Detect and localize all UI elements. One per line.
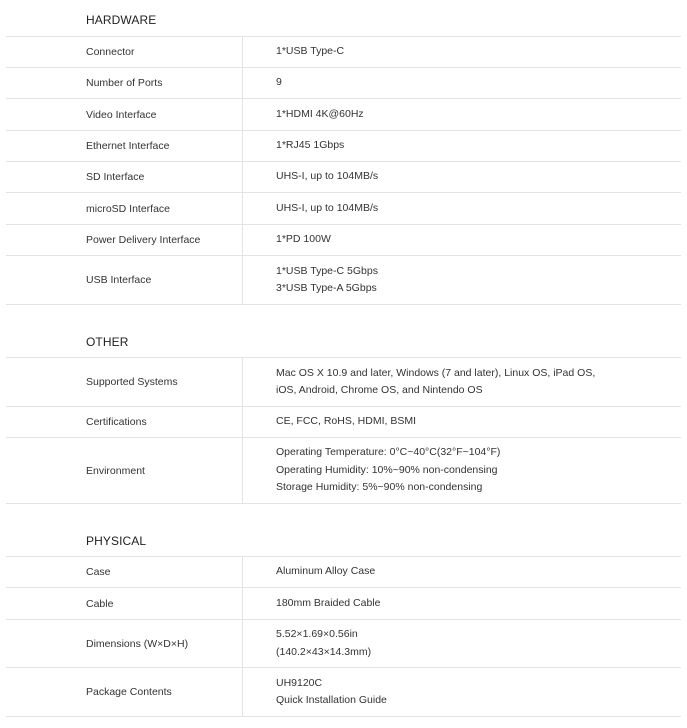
spec-row-certifications <box>6 407 681 438</box>
spec-value <box>276 358 621 406</box>
section-title-physical: PHYSICAL <box>86 534 147 548</box>
spec-row-number-of-ports <box>6 68 681 99</box>
spec-value-line: 1*HDMI 4K@60Hz <box>276 107 364 120</box>
column-divider <box>242 68 243 98</box>
spec-label: microSD Interface <box>86 202 171 215</box>
spec-label: SD Interface <box>86 171 145 183</box>
column-divider <box>242 588 243 619</box>
spec-value <box>276 225 621 255</box>
spec-value <box>276 668 621 716</box>
spec-label: Number of Ports <box>86 77 163 89</box>
spec-value <box>276 131 621 161</box>
spec-value-line: 5.52×1.69×0.56in <box>276 628 358 640</box>
spec-value-line: Mac OS X 10.9 and later, Windows (7 and later), Linux OS, iPad OS, <box>276 366 596 379</box>
column-divider <box>242 131 243 161</box>
spec-value <box>276 37 621 67</box>
spec-value-line: Operating Humidity: 10%~90% non-condensing <box>276 463 498 476</box>
spec-label: Ethernet Interface <box>86 140 170 152</box>
spec-value-line: iOS, Android, Chrome OS, and Nintendo OS <box>276 384 483 396</box>
spec-value <box>276 588 621 619</box>
column-divider <box>242 162 243 192</box>
spec-row-microsd-interface <box>6 193 681 225</box>
spec-row-package-contents <box>6 668 681 717</box>
spec-value <box>276 438 621 503</box>
spec-label: Case <box>86 566 111 578</box>
spec-value <box>276 256 621 304</box>
spec-label: Supported Systems <box>86 376 178 388</box>
spec-row-dimensions <box>6 620 681 668</box>
spec-label: Certifications <box>86 416 147 428</box>
spec-label: USB Interface <box>86 274 152 286</box>
spec-row-supported-systems <box>6 358 681 407</box>
spec-value-line: UHS-I, up to 104MB/s <box>276 201 379 214</box>
spec-label: Power Delivery Interface <box>86 234 201 246</box>
spec-label: Video Interface <box>86 108 157 121</box>
column-divider <box>242 438 243 503</box>
spec-value <box>276 193 621 224</box>
column-divider <box>242 225 243 255</box>
spec-value-line: 180mm Braided Cable <box>276 596 381 609</box>
spec-row-usb-interface <box>6 256 681 305</box>
column-divider <box>242 99 243 130</box>
spec-row-video-interface <box>6 99 681 131</box>
spec-value-line: Quick Installation Guide <box>276 694 387 706</box>
spec-value <box>276 620 621 667</box>
spec-row-power-delivery <box>6 225 681 256</box>
spec-value-line: CE, FCC, RoHS, HDMI, BSMI <box>276 415 417 428</box>
spec-value <box>276 99 621 130</box>
spec-value-line: 1*PD 100W <box>276 233 331 246</box>
spec-label: Connector <box>86 46 135 58</box>
spec-value <box>276 557 621 587</box>
spec-value-line: (140.2×43×14.3mm) <box>276 645 372 658</box>
column-divider <box>242 37 243 67</box>
spec-row-sd-interface <box>6 162 681 193</box>
spec-value-line: 9 <box>276 76 282 89</box>
spec-label: Package Contents <box>86 686 172 698</box>
spec-value-line: Storage Humidity: 5%~90% non-condensing <box>276 481 483 494</box>
spec-value <box>276 407 621 437</box>
spec-value-line: 1*USB Type-C <box>276 45 345 58</box>
spec-row-connector <box>6 37 681 68</box>
spec-value-line: 1*RJ45 1Gbps <box>276 139 345 152</box>
spec-label: Dimensions (W×D×H) <box>86 637 189 650</box>
spec-label: Cable <box>86 597 114 610</box>
column-divider <box>242 358 243 406</box>
column-divider <box>242 407 243 437</box>
spec-row-case <box>6 557 681 588</box>
column-divider <box>242 620 243 667</box>
column-divider <box>242 193 243 224</box>
spec-value-line: 3*USB Type-A 5Gbps <box>276 282 377 294</box>
spec-label: Environment <box>86 464 145 477</box>
column-divider <box>242 668 243 716</box>
spec-row-ethernet-interface <box>6 131 681 162</box>
column-divider <box>242 557 243 587</box>
spec-row-environment <box>6 438 681 504</box>
spec-value-line: UHS-I, up to 104MB/s <box>276 170 379 183</box>
spec-value-line: Aluminum Alloy Case <box>276 565 376 578</box>
section-title-other: OTHER <box>86 335 129 349</box>
section-title-hardware: HARDWARE <box>86 13 157 27</box>
column-divider <box>242 256 243 304</box>
spec-value <box>276 162 621 192</box>
spec-value-line: 1*USB Type-C 5Gbps <box>276 264 378 277</box>
spec-value-line: Operating Temperature: 0°C~40°C(32°F~104°F) <box>276 446 501 459</box>
spec-value <box>276 68 621 98</box>
spec-row-cable <box>6 588 681 620</box>
spec-value-line: UH9120C <box>276 676 323 689</box>
